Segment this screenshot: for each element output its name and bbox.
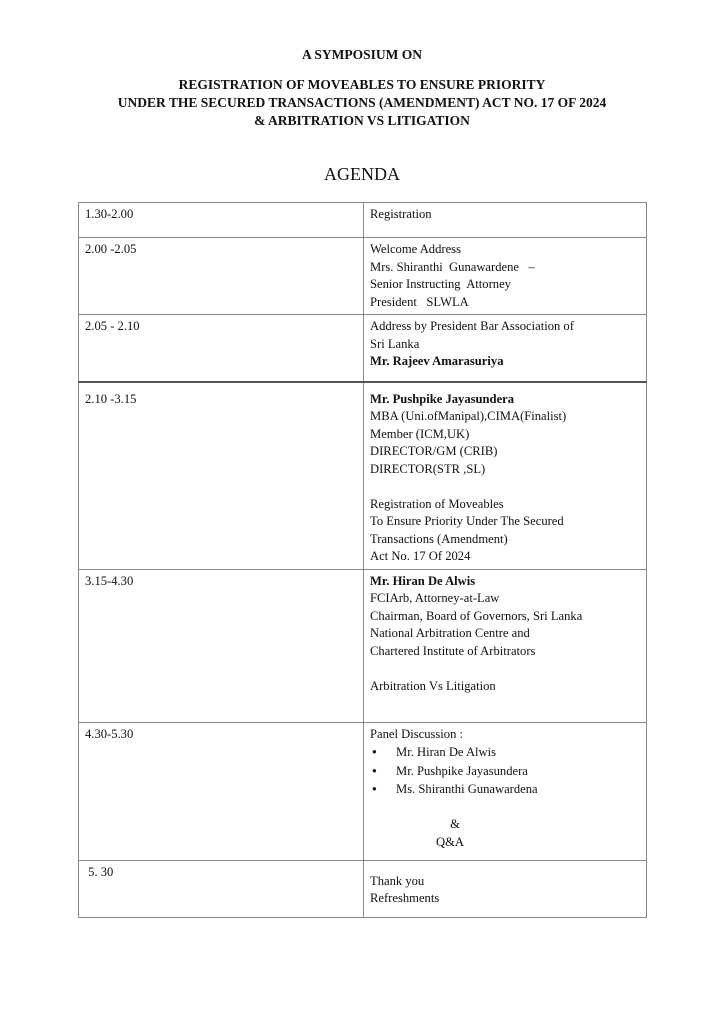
- topic-line: To Ensure Priority Under The Secured: [370, 514, 564, 528]
- detail-line: Member (ICM,UK): [370, 426, 470, 441]
- table-row: [79, 860, 647, 917]
- details-cell: [364, 569, 647, 722]
- panelist: ● Ms. Shiranthi Gunawardena: [370, 780, 638, 799]
- time-cell: 3.15-4.30: [79, 569, 364, 722]
- detail-line: Refreshments: [370, 891, 440, 905]
- symposium-label: A SYMPOSIUM ON: [301, 47, 422, 62]
- detail-line: Welcome Address: [370, 242, 461, 256]
- detail-line: Thank you: [370, 873, 425, 888]
- agenda-heading: AGENDA: [324, 164, 400, 184]
- detail-line: Panel Discussion :: [370, 726, 464, 741]
- time-cell: 4.30-5.30: [79, 722, 364, 860]
- table-row: [79, 315, 647, 382]
- detail-line: Sri Lanka: [370, 336, 420, 351]
- time-cell: 1.30-2.00: [79, 203, 364, 238]
- details-cell: [364, 203, 647, 238]
- detail-line: Senior Instructing Attorney: [370, 277, 511, 291]
- speaker-name: Mr. Rajeev Amarasuriya: [370, 354, 504, 368]
- title-line-3: & ARBITRATION VS LITIGATION: [254, 113, 470, 128]
- agenda-table: [78, 202, 647, 918]
- title-line-1: REGISTRATION OF MOVEABLES TO ENSURE PRIORITY: [178, 77, 546, 92]
- panelist: ● Mr. Hiran De Alwis: [370, 743, 638, 762]
- table-row: [79, 722, 647, 860]
- topic-line: Act No. 17 Of 2024: [370, 549, 471, 563]
- detail-line: FCIArb, Attorney-at-Law: [370, 591, 500, 605]
- time-cell: 2.00 -2.05: [79, 238, 364, 315]
- topic-line: Transactions (Amendment): [370, 531, 508, 546]
- detail-line: Chairman, Board of Governors, Sri Lanka: [370, 608, 583, 623]
- details-cell: [364, 860, 647, 917]
- detail-line: Registration: [370, 207, 432, 221]
- topic-line: Arbitration Vs Litigation: [370, 678, 496, 693]
- speaker-name: Mr. Pushpike Jayasundera: [370, 391, 515, 406]
- detail-line: DIRECTOR/GM (CRIB): [370, 444, 498, 458]
- details-cell: [364, 722, 647, 860]
- ampersand: &: [450, 817, 460, 831]
- detail-line: DIRECTOR(STR ,SL): [370, 461, 486, 476]
- qa-label: Q&A: [436, 834, 464, 849]
- panelist: ● Mr. Pushpike Jayasundera: [370, 762, 638, 781]
- detail-line: National Arbitration Centre and: [370, 626, 530, 640]
- table-row: [79, 382, 647, 570]
- time-cell: 2.05 - 2.10: [79, 315, 364, 382]
- time-cell: 5. 30: [79, 860, 364, 917]
- details-cell: [364, 315, 647, 382]
- details-cell: [364, 382, 647, 570]
- speaker-name: Mr. Hiran De Alwis: [370, 573, 476, 588]
- detail-line: Chartered Institute of Arbitrators: [370, 643, 536, 658]
- time-cell: 2.10 -3.15: [79, 382, 364, 570]
- table-row: [79, 203, 647, 238]
- detail-line: President SLWLA: [370, 294, 469, 309]
- detail-line: Mrs. Shiranthi Gunawardene –: [370, 259, 535, 274]
- details-cell: [364, 238, 647, 315]
- topic-line: Registration of Moveables: [370, 496, 504, 511]
- detail-line: Address by President Bar Association of: [370, 319, 574, 333]
- table-row: [79, 569, 647, 722]
- table-row: [79, 238, 647, 315]
- title-line-2: UNDER THE SECURED TRANSACTIONS (AMENDMENT) ACT NO. 17 OF 2024: [117, 95, 607, 110]
- detail-line: MBA (Uni.ofManipal),CIMA(Finalist): [370, 409, 567, 423]
- panel-list: [370, 743, 638, 799]
